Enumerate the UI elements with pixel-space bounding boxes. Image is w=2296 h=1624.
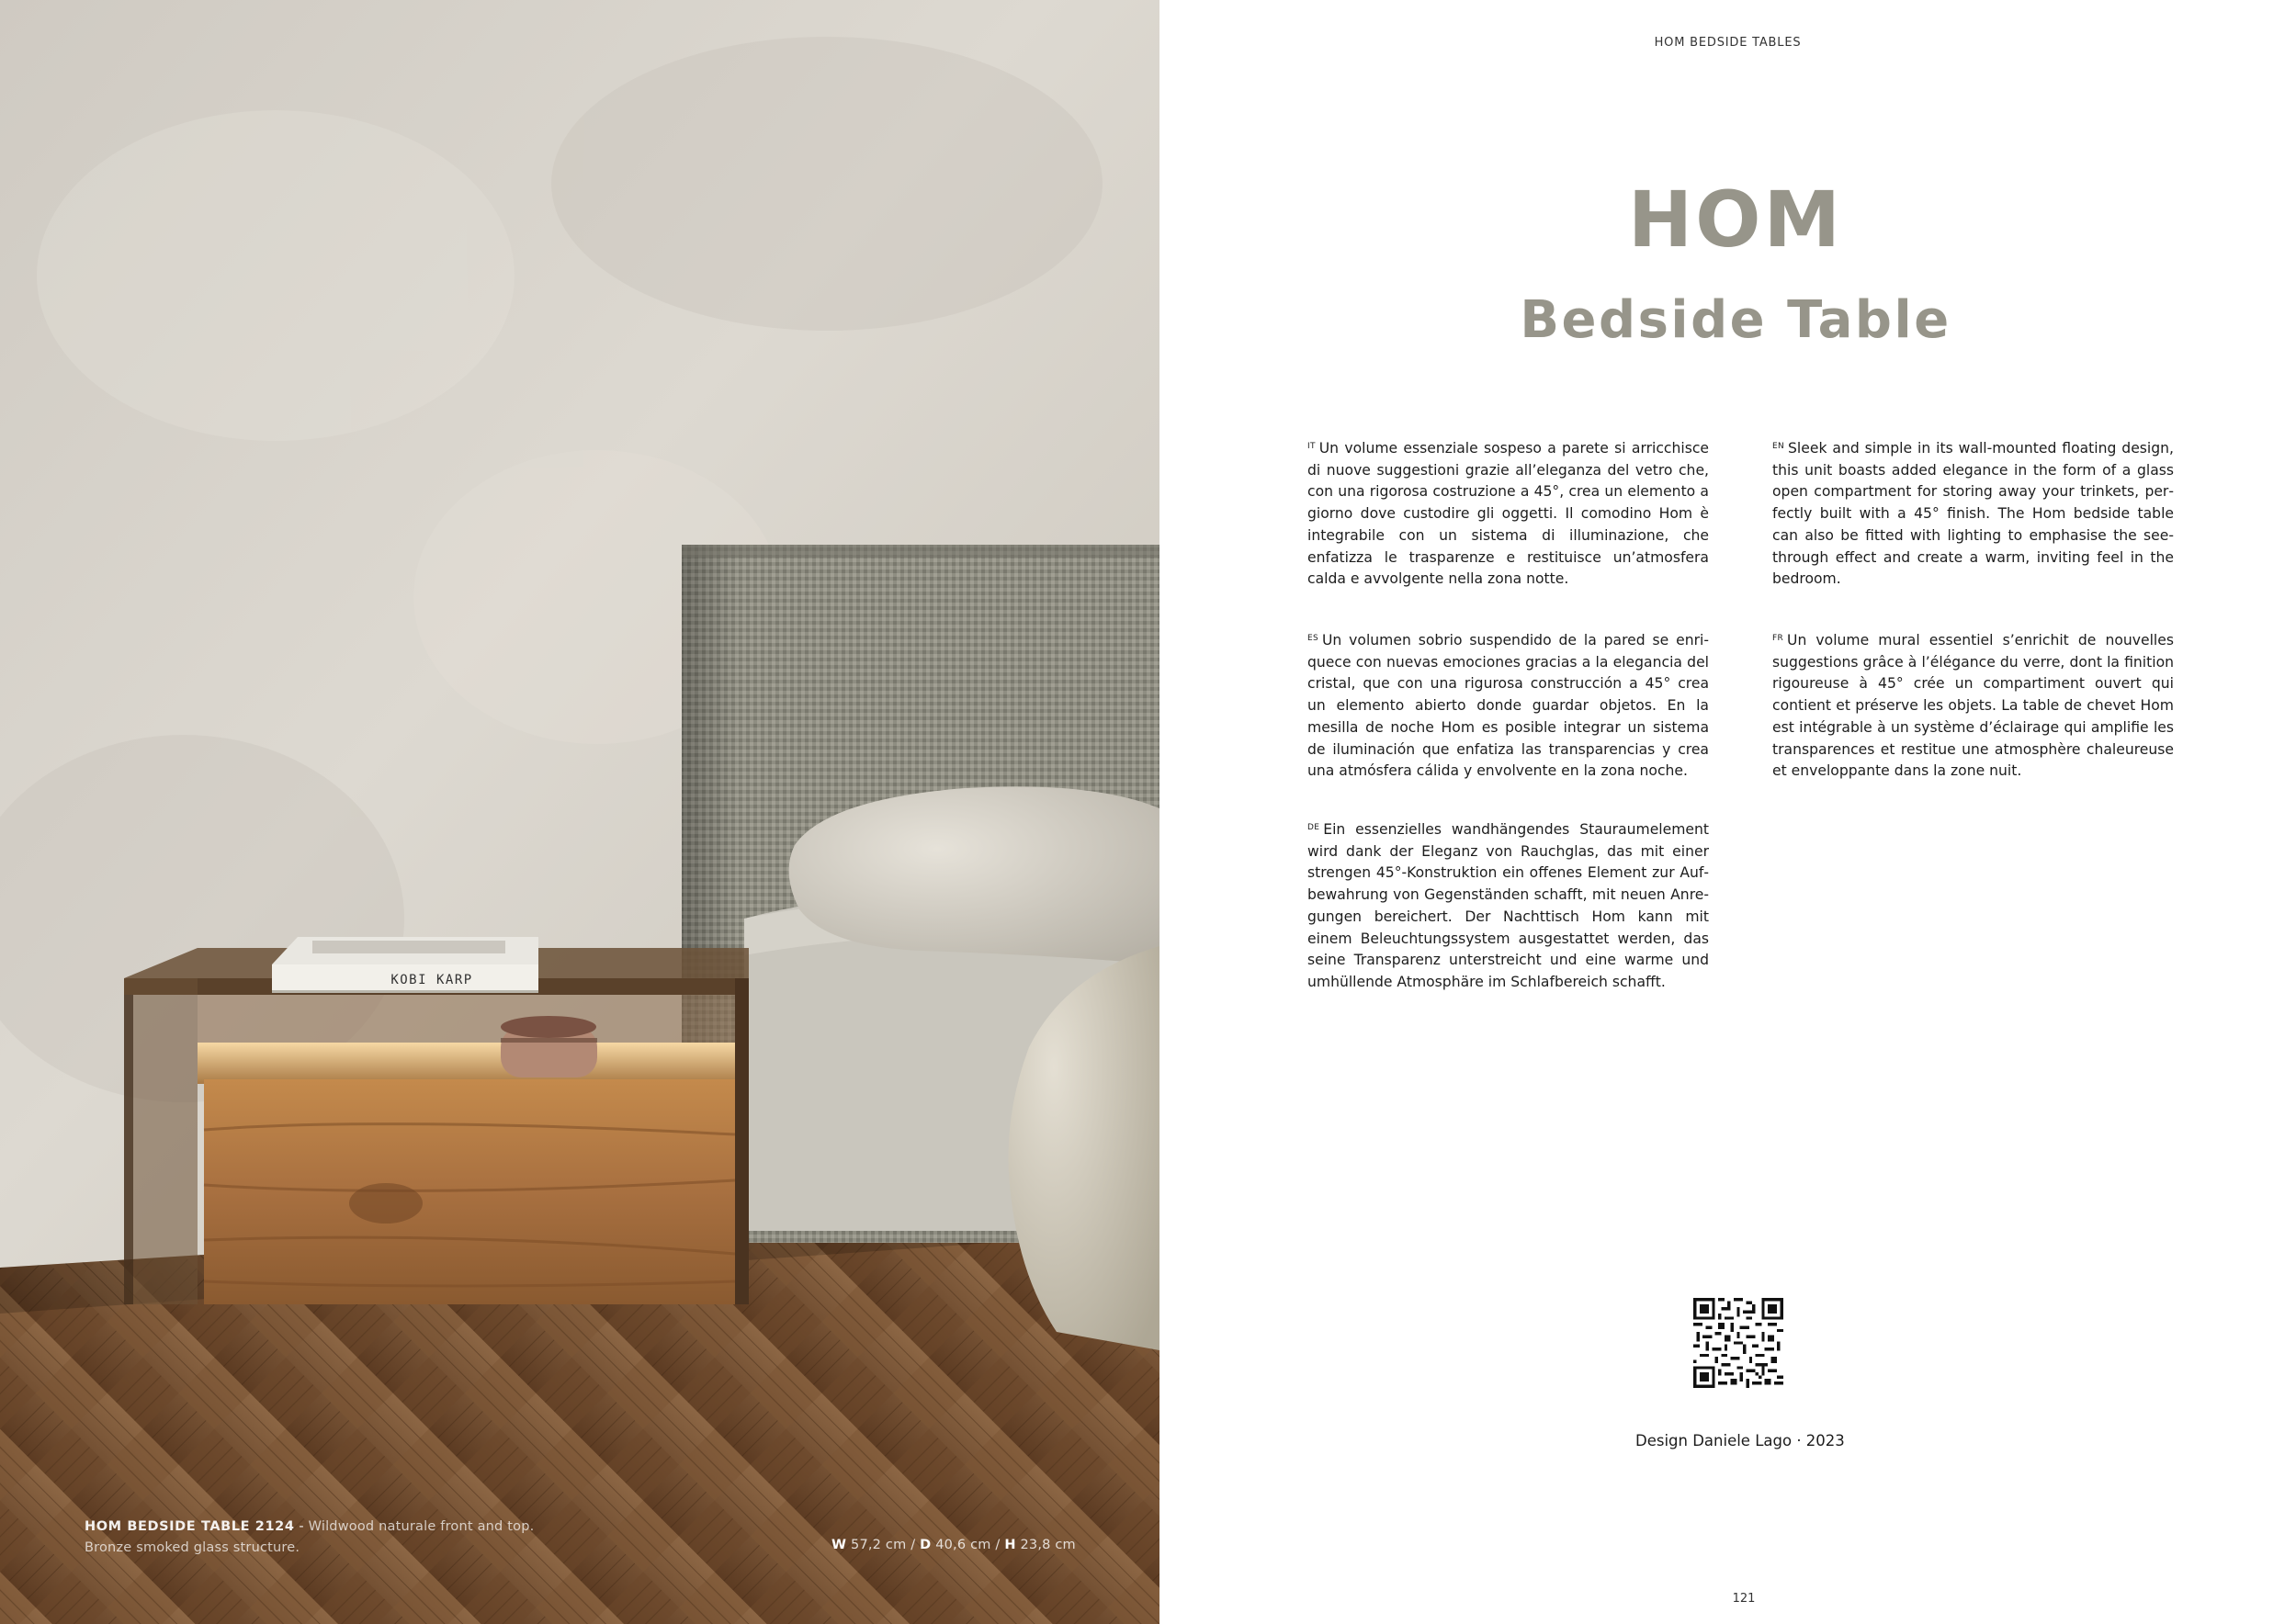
height-value: 23,8 cm bbox=[1020, 1538, 1076, 1552]
width-label: W bbox=[831, 1538, 847, 1552]
paragraph-en-text: Sleek and simple in its wall-mounted floating design, this unit boasts added elegance in the form of a glass open compartment for storing away your trinkets, perfectly built with a 45° finish. The Hom bedside table can also be fitted with lighting to emphasise the see-through effect and create a warm, inviting feel in the bedroom. bbox=[1772, 440, 2174, 588]
photo-caption bbox=[85, 1517, 562, 1559]
book-title: KOBI KARP bbox=[390, 973, 473, 987]
paragraph-fr bbox=[1772, 628, 2174, 783]
caption-line-2: Bronze smoked glass structure. bbox=[85, 1540, 300, 1555]
lang-code-fr: FR bbox=[1772, 634, 1784, 643]
caption-line-1: Wildwood naturale front and top. bbox=[308, 1519, 535, 1534]
width-value: 57,2 cm bbox=[851, 1538, 907, 1552]
lang-code-it: IT bbox=[1307, 442, 1316, 451]
paragraph-de bbox=[1307, 818, 1709, 994]
caption-separator: - bbox=[299, 1519, 309, 1534]
paragraph-fr-text: Un volume mural essentiel s’enrichit de nouvelles suggestions grâce à l’élégance du verre, dont la finition rigoureuse à 45° crée un compartiment ouvert qui contient et préserve les objets. La table de chevet Hom est intégrable à un système d’éclairage qui amplifie les transparences et restitue une atmosphère chaleureuse et enveloppante dans la zone nuit. bbox=[1772, 632, 2174, 780]
height-label: H bbox=[1004, 1538, 1016, 1552]
book bbox=[272, 937, 538, 993]
paragraph-en bbox=[1772, 436, 2174, 591]
wood-drawer bbox=[204, 1079, 735, 1304]
designer-credit: Design Daniele Lago · 2023 bbox=[1635, 1432, 1845, 1449]
dim-separator: / bbox=[910, 1538, 916, 1552]
paragraph-es bbox=[1307, 628, 1709, 783]
lang-code-es: ES bbox=[1307, 634, 1318, 643]
paragraph-it bbox=[1307, 436, 1709, 591]
pillow bbox=[789, 786, 1159, 964]
dim-separator: / bbox=[995, 1538, 1001, 1552]
dimensions bbox=[831, 1538, 1076, 1552]
lang-code-en: EN bbox=[1772, 442, 1785, 451]
depth-label: D bbox=[920, 1538, 932, 1552]
page-title: HOM bbox=[1627, 175, 1844, 265]
paragraph-de-text: Ein essenzielles wandhängendes Stauraumelement wird dank der Eleganz von Rauchglas, das mit einer strengen 45°-Konstruktion ein offenes Element zur Aufbewahrung von Gegenständen schafft, mit neuen Anregungen bereichert. Der Nachttisch Hom kann mit einem Beleuchtungssystem ausgestattet werden, das seine Transparenz unterstreicht und eine warme und umhüllende Atmosphäre im Schlafbereich schafft. bbox=[1307, 821, 1709, 990]
qr-code-icon[interactable] bbox=[1693, 1298, 1783, 1388]
page-subtitle: Bedside Table bbox=[1520, 290, 1951, 350]
caption-title: HOM BEDSIDE TABLE 2124 bbox=[85, 1519, 295, 1534]
depth-value: 40,6 cm bbox=[935, 1538, 991, 1552]
lang-code-de: DE bbox=[1307, 823, 1320, 832]
bedside-table bbox=[124, 948, 749, 1304]
paragraph-es-text: Un volumen sobrio suspendido de la pared se enriquece con nuevas emociones gracias a la elegancia del cristal, que con una rigurosa construcción a 45° crea un elemento abierto donde guardar objetos. En la mesilla de noche Hom es posible integrar un sistema de iluminación que enfatiza las transparencias y crea una atmósfera cálida y envolvente en la zona noche. bbox=[1307, 632, 1709, 780]
page-number: 121 bbox=[1732, 1592, 1756, 1606]
ceramic-box bbox=[501, 1016, 597, 1077]
running-head: HOM BEDSIDE TABLES bbox=[1654, 36, 1802, 50]
paragraph-it-text: Un volume essenziale sospeso a parete si arricchisce di nuove suggestioni grazie all’eleganza del vetro che, con una rigorosa costruzione a 45°, crea un elemento a giorno dove custodire gli oggetti. Il comodino Hom è integrabile con un sistema di illuminazione, che enfatizza le trasparenze e restituisce un’atmosfera calda e avvolgente nella zona notte. bbox=[1307, 440, 1709, 588]
